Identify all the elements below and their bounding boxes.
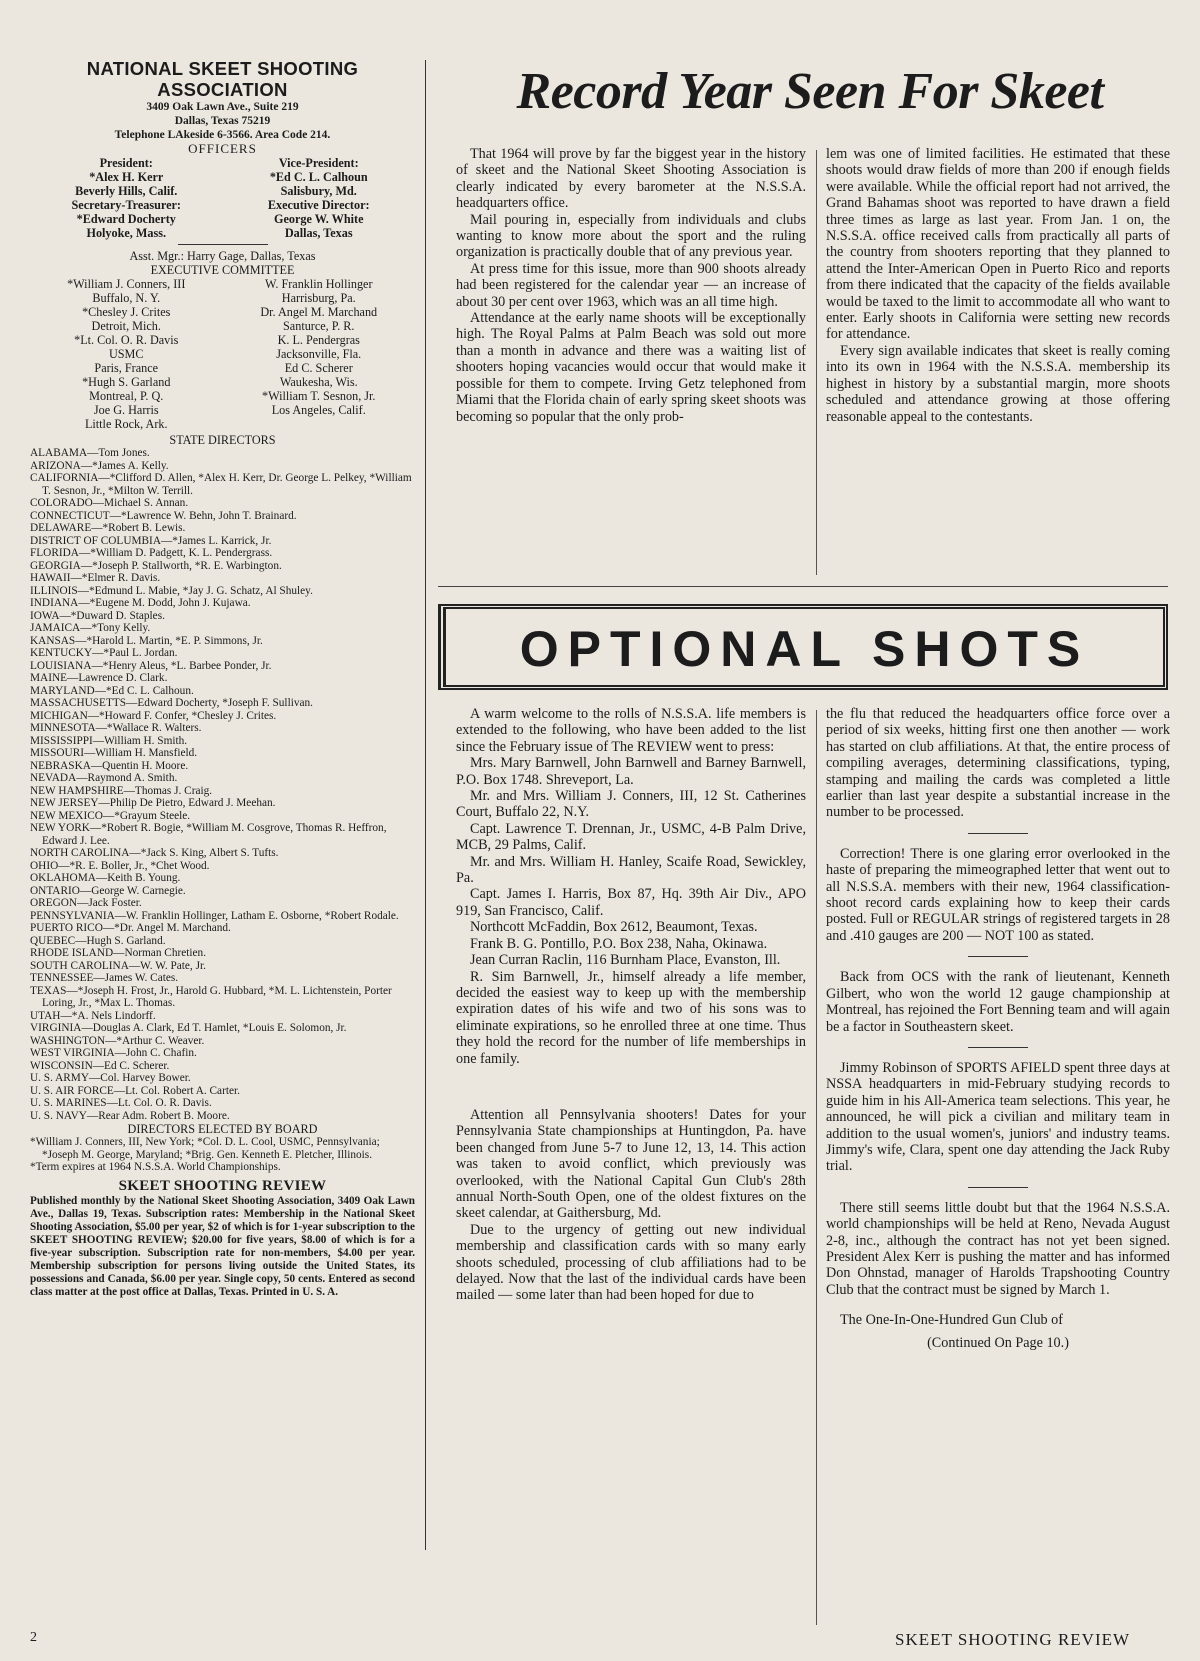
committee-line: Jacksonville, Fla.	[276, 347, 362, 361]
committee-line: Buffalo, N. Y.	[92, 291, 161, 305]
paragraph: Capt. Lawrence T. Drennan, Jr., USMC, 4-B Palm Drive, MCB, 29 Palms, Calif.	[456, 820, 806, 854]
state-director-entry: MISSOURI—William H. Mansfield.	[30, 747, 198, 759]
committee-line: W. Franklin Hollinger	[264, 277, 373, 291]
article-title: Record Year Seen For Skeet	[516, 63, 1104, 120]
state-director-entry: KENTUCKY—*Paul L. Jordan.	[30, 647, 178, 659]
committee-line: *William J. Conners, III	[67, 277, 186, 291]
officer-name: George W. White	[274, 212, 364, 226]
column-divider	[425, 60, 426, 1550]
officers-heading: OFFICERS	[188, 141, 257, 156]
paragraph: Mr. and Mrs. William J. Conners, III, 12 St. Catherines Court, Buffalo 22, N.Y.	[456, 788, 806, 821]
committee-line: Montreal, P. Q.	[89, 389, 164, 403]
paragraph: Capt. James I. Harris, Box 87, Hq. 39th Air Div., APO 919, San Francisco, Calif.	[456, 886, 806, 919]
paragraph: Mrs. Mary Barnwell, John Barnwell and Barney Barnwell, P.O. Box 1748. Shreveport, La.	[456, 755, 806, 788]
paragraph: Back from OCS with the rank of lieutenant, Kenneth Gilbert, who won the world 12 gauge championship at Montreal, has rejoined the Fort Benning team and will again be a factor in Southeastern skeet.	[826, 969, 1170, 1035]
paragraph: Northcott McFaddin, Box 2612, Beaumont, Texas.	[470, 919, 758, 936]
paragraph: Due to the urgency of getting out new individual membership and classification cards with so many early shoots scheduled, processing of club affiliations had to be delayed. Now that the last of the individual cards have been mailed — some later than had been hoped for due to	[456, 1221, 806, 1304]
state-director-entry: SOUTH CAROLINA—W. W. Pate, Jr.	[30, 959, 206, 972]
divider	[178, 244, 268, 245]
executive-committee-heading: EXECUTIVE COMMITTEE	[150, 263, 295, 277]
state-director-entry: MINNESOTA—*Wallace R. Walters.	[30, 722, 202, 734]
state-director-entry: OKLAHOMA—Keith B. Young.	[30, 872, 181, 884]
state-director-entry: PENNSYLVANIA—W. Franklin Hollinger, Latham E. Osborne, *Robert Rodale.	[30, 909, 399, 922]
state-director-entry: QUEBEC—Hugh S. Garland.	[30, 934, 166, 947]
term-note: *Term expires at 1964 N.S.S.A. World Championships.	[30, 1161, 281, 1173]
state-director-entry: DISTRICT OF COLUMBIA—*James L. Karrick, Jr.	[30, 534, 272, 547]
banner-title: OPTIONAL SHOTS	[519, 621, 1090, 677]
state-director-entry: FLORIDA—*William D. Padgett, K. L. Pendergrass.	[30, 547, 273, 559]
state-director-entry: OHIO—*R. E. Boller, Jr., *Chet Wood.	[30, 859, 210, 872]
continued-note: (Continued On Page 10.)	[927, 1334, 1069, 1351]
divider	[968, 956, 1028, 957]
committee-line: Little Rock, Ark.	[84, 417, 168, 431]
committee-line: Los Angeles, Calif.	[271, 403, 366, 417]
paragraph: lem was one of limited facilities. He estimated that these shoots would draw fields of more than 200 if enough fields were available. While the official report had not arrived, the Grand Bahamas shoot was reported to have drawn a field three times as large as last year. From Jan. 1 on, the N.S.S.A. office received calls from practically all parts of the country from shooters reporting that they planned to attend the Inter-American Open in Puerto Rico and reports from there indicated that the capacity of the fields available would be taxed to the limit to accommodate all who want to enter. Early shoots in California were setting new records for attendance.	[826, 146, 1170, 343]
state-director-entry: ALABAMA—Tom Jones.	[30, 447, 150, 459]
committee-line: K. L. Pendergras	[277, 333, 360, 347]
article2-column-1	[456, 706, 806, 1304]
state-director-entry: MASSACHUSETTS—Edward Docherty, *Joseph F. Sullivan.	[30, 697, 313, 709]
board-directors-text: *William J. Conners, III, New York; *Col. D. L. Cool, USMC, Pennsylvania; *Joseph M. George, Maryland; *Brig. Gen. Kenneth E. Pletcher, Illinois.	[30, 1136, 380, 1161]
state-director-entry: KANSAS—*Harold L. Martin, *E. P. Simmons, Jr.	[30, 634, 263, 647]
state-director-entry: U. S. ARMY—Col. Harvey Bower.	[30, 1072, 191, 1084]
article1-column-1	[456, 146, 806, 425]
state-director-entry: COLORADO—Michael S. Annan.	[30, 497, 189, 509]
committee-line: Dr. Angel M. Marchand	[260, 305, 378, 319]
state-director-entry: NEW HAMPSHIRE—Thomas J. Craig.	[30, 784, 213, 797]
paragraph: Mr. and Mrs. William H. Hanley, Scaife Road, Sewickley, Pa.	[456, 853, 806, 887]
state-director-entry: ARIZONA—*James A. Kelly.	[30, 459, 169, 472]
state-director-entry: NEW YORK—*Robert R. Bogie, *William M. Cosgrove, Thomas R. Heffron, Edward J. Lee.	[30, 822, 387, 847]
paragraph: A warm welcome to the rolls of N.S.S.A. life members is extended to the following, who have been added to the list since the February issue of The REVIEW went to press:	[456, 706, 806, 755]
paragraph: At press time for this issue, more than 900 shoots already had been registered for the calendar year — an increase of about 30 per cent over 1963, which was an all time high.	[456, 260, 806, 310]
officer-name: *Edward Docherty	[76, 212, 176, 226]
state-director-entry: INDIANA—*Eugene M. Dodd, John J. Kujawa.	[30, 597, 251, 609]
publication-info: Published monthly by the National Skeet Shooting Association, 3409 Oak Lawn Ave., Dallas 19, Texas. Subscription rates: Membership in the National Skeet Shooting Association, $5.00 per year, $2 of which is for 1-year subscription to the SKEET SHOOTING REVIEW; $20.00 for five years, $8.00 of which is for a five-year subscription. Subscription rate for non-members, $4.00 per year. Membership subscription for persons living outside the United States, its possessions and Canada, $6.00 per year. Single copy, 50 cents. Entered as second class matter at the post office at Dallas, Texas. Printed in U. S. A.	[30, 1194, 415, 1298]
paragraph: Mail pouring in, especially from individuals and clubs wanting to know more about the sport and the ruling organization is practically double that of any previous year.	[456, 211, 806, 261]
committee-line: *Lt. Col. O. R. Davis	[74, 333, 179, 347]
officers-block	[30, 156, 415, 240]
officer-place: Dallas, Texas	[284, 226, 353, 240]
masthead-column	[30, 58, 415, 1299]
state-director-entry: IOWA—*Duward D. Staples.	[30, 609, 165, 622]
committee-line: Waukesha, Wis.	[279, 375, 358, 389]
state-director-entry: CONNECTICUT—*Lawrence W. Behn, John T. Brainard.	[30, 509, 297, 522]
committee-line: Harrisburg, Pa.	[281, 291, 356, 305]
state-director-entry: TEXAS—*Joseph H. Frost, Jr., Harold G. Hubbard, *M. L. Lichtenstein, Porter Loring, Jr., *Max L. Thomas.	[30, 984, 392, 1009]
address-line-1: 3409 Oak Lawn Ave., Suite 219	[146, 101, 299, 113]
committee-line: USMC	[108, 347, 144, 361]
state-director-entry: MARYLAND—*Ed C. L. Calhoun.	[30, 684, 194, 697]
paragraph: There still seems little doubt but that the 1964 N.S.S.A. world championships will be held at Reno, Nevada August 2-8, inc., although the contract has not yet been signed. President Alex Kerr is pushing the matter and has informed Don Ohnstad, manager of Harolds Trapshooting Country Club that the contract must be signed by March 1.	[826, 1199, 1170, 1298]
officer-role: President:	[99, 156, 153, 170]
state-director-entry: MAINE—Lawrence D. Clark.	[30, 672, 168, 684]
committee-line: Santurce, P. R.	[283, 319, 355, 333]
paragraph: Jimmy Robinson of SPORTS AFIELD spent three days at NSSA headquarters in mid-February studying records to guide him in his All-America team selections. This year, he announced, he will pick a civilian and military team in addition to the usual women's, juniors' and industry teams. Jimmy's wife, Clara, spent one day attending the Jack Ruby trial.	[826, 1059, 1170, 1175]
paragraph: Frank B. G. Pontillo, P.O. Box 238, Naha, Okinawa.	[470, 935, 768, 952]
officer-role: Executive Director:	[267, 198, 370, 212]
state-director-entry: DELAWARE—*Robert B. Lewis.	[30, 522, 186, 534]
state-directors-heading: STATE DIRECTORS	[169, 433, 276, 447]
divider	[968, 1187, 1028, 1188]
paragraph: Jean Curran Raclin, 116 Burnham Place, Evanston, Ill.	[470, 952, 781, 969]
committee-line: Joe G. Harris	[93, 403, 159, 417]
state-director-entry: NORTH CAROLINA—*Jack S. King, Albert S. Tufts.	[30, 847, 279, 859]
officer-place: Holyoke, Mass.	[86, 226, 167, 240]
magazine-name: SKEET SHOOTING REVIEW	[895, 1630, 1131, 1649]
state-director-entry: WISCONSIN—Ed C. Scherer.	[30, 1059, 170, 1072]
officer-role: Secretary-Treasurer:	[71, 198, 181, 212]
address-line-2: Dallas, Texas 75219	[174, 115, 271, 127]
committee-line: Detroit, Mich.	[91, 319, 161, 333]
paragraph: Attention all Pennsylvania shooters! Dates for your Pennsylvania State championships at Huntingdon, Pa. have been changed from June 5-7 to June 12, 13, 14. This action was taken to avoid conflict, which previously was overlooked, with the National Capital Gun Club's 28th annual North-South Open, one of the oldest fixtures on the skeet calendar, at Gaithersburg, Md.	[456, 1106, 806, 1222]
state-director-entry: MISSISSIPPI—William H. Smith.	[30, 734, 188, 747]
state-director-entry: ONTARIO—George W. Carnegie.	[30, 884, 186, 897]
paragraph: The One-In-One-Hundred Gun Club of	[840, 1312, 1063, 1329]
state-director-entry: HAWAII—*Elmer R. Davis.	[30, 572, 161, 584]
state-director-entry: GEORGIA—*Joseph P. Stallworth, *R. E. Warbington.	[30, 559, 282, 572]
state-director-entry: VIRGINIA—Douglas A. Clark, Ed T. Hamlet, *Louis E. Solomon, Jr.	[30, 1022, 347, 1034]
state-director-entry: NEW JERSEY—Philip De Pietro, Edward J. Meehan.	[30, 797, 276, 809]
state-director-entry: ILLINOIS—*Edmund L. Mabie, *Jay J. G. Schatz, Al Shuley.	[30, 584, 313, 597]
review-title: SKEET SHOOTING REVIEW	[118, 1177, 327, 1194]
article1-column-2	[826, 146, 1170, 425]
state-director-entry: WEST VIRGINIA—John C. Chafin.	[30, 1047, 197, 1059]
paragraph: That 1964 will prove by far the biggest year in the history of skeet and the National Skeet Shooting Association is clearly indicated by every barometer at the N.S.S.A. headquarters office.	[456, 146, 806, 212]
state-director-entry: RHODE ISLAND—Norman Chretien.	[30, 947, 207, 959]
state-director-entry: NEVADA—Raymond A. Smith.	[30, 772, 178, 784]
state-director-entry: U. S. NAVY—Rear Adm. Robert B. Moore.	[30, 1109, 230, 1122]
officer-place: Salisbury, Md.	[280, 184, 357, 198]
section-divider	[438, 586, 1168, 587]
state-director-entry: UTAH—*A. Nels Lindorff.	[30, 1009, 156, 1022]
state-director-entry: U. S. AIR FORCE—Lt. Col. Robert A. Carter.	[30, 1084, 240, 1097]
state-director-entry: JAMAICA—*Tony Kelly.	[30, 622, 151, 634]
committee-line: *William T. Sesnon, Jr.	[262, 389, 376, 403]
divider	[968, 1047, 1028, 1048]
state-director-entry: PUERTO RICO—*Dr. Angel M. Marchand.	[30, 922, 231, 934]
divider	[968, 833, 1028, 834]
column-divider	[816, 150, 817, 575]
column-divider	[816, 710, 817, 1625]
officer-name: *Ed C. L. Calhoun	[269, 170, 368, 184]
state-director-entry: TENNESSEE—James W. Cates.	[30, 972, 179, 984]
officer-name: *Alex H. Kerr	[89, 170, 164, 184]
asst-manager: Asst. Mgr.: Harry Gage, Dallas, Texas	[129, 249, 316, 263]
paragraph: Correction! There is one glaring error overlooked in the haste of preparing the mimeographed letter that went out to all N.S.S.A. members with their new, 1964 classification-shoot record cards explaining how to keep their cards posted. Full or REGULAR strings of registered targets in 28 and .410 gauges are 200 — NOT 100 as stated.	[826, 845, 1170, 944]
state-directors-list	[30, 447, 415, 1122]
committee-line: Ed C. Scherer	[284, 361, 353, 375]
article2-column-2	[826, 706, 1170, 1351]
officer-role: Vice-President:	[278, 156, 359, 170]
paragraph: R. Sim Barnwell, Jr., himself already a life member, decided the easiest way to keep up with the membership expiration dates of his wife and two of his sons was to eliminate expirations, so he enrolled three at one time. Thus they hold the record for the number of life memberships in one family.	[456, 968, 806, 1067]
state-director-entry: MICHIGAN—*Howard F. Confer, *Chesley J. Crites.	[30, 709, 277, 722]
committee-line: Paris, France	[94, 361, 159, 375]
state-director-entry: LOUISIANA—*Henry Aleus, *L. Barbee Ponder, Jr.	[30, 659, 272, 672]
paragraph: the flu that reduced the headquarters office force over a period of six weeks, hitting first one then another — work has started on club affiliations. At that, the entire process of compiling averages, determining classifications, typing, stamping and mailing the cards was completed a little earlier than last year despite a substantial increase in the number to be processed.	[826, 706, 1170, 821]
state-director-entry: NEW MEXICO—*Grayum Steele.	[30, 809, 191, 822]
association-name: NATIONAL SKEET SHOOTING ASSOCIATION	[86, 58, 359, 100]
executive-committee	[30, 277, 415, 431]
page-number: 2	[30, 1630, 37, 1645]
state-director-entry: NEBRASKA—Quentin H. Moore.	[30, 759, 189, 772]
paragraph: Attendance at the early name shoots will be exceptionally high. The Royal Palms at Palm Beach was sold out more than a month in advance and there was a waiting list of shooters hoping vacancies would occur that would make it possible for them to compete. Irving Getz telephoned from Miami that the Florida chain of early spring skeet shoots was becoming so popular that the only prob-	[456, 310, 806, 425]
committee-line: *Hugh S. Garland	[82, 375, 171, 389]
state-director-entry: OREGON—Jack Foster.	[30, 897, 142, 909]
paragraph: Every sign available indicates that skeet is really coming into its own in 1964 with the N.S.S.A. membership its highest in history by a substantial margin, more shoots scheduled and attendance growing at those offering reasonable appeal to the contestants.	[826, 342, 1170, 425]
phone-line: Telephone LAkeside 6-3566. Area Code 214.	[114, 129, 331, 141]
optional-shots-banner	[438, 604, 1168, 690]
officer-place: Beverly Hills, Calif.	[75, 184, 178, 198]
state-director-entry: CALIFORNIA—*Clifford D. Allen, *Alex H. Kerr, Dr. George L. Pelkey, *William T. Sesnon, Jr., *Milton W. Terrill.	[30, 472, 412, 497]
state-director-entry: WASHINGTON—*Arthur C. Weaver.	[30, 1034, 205, 1047]
committee-line: *Chesley J. Crites	[82, 305, 171, 319]
state-director-entry: U. S. MARINES—Lt. Col. O. R. Davis.	[30, 1097, 212, 1109]
board-directors-heading: DIRECTORS ELECTED BY BOARD	[127, 1122, 318, 1136]
